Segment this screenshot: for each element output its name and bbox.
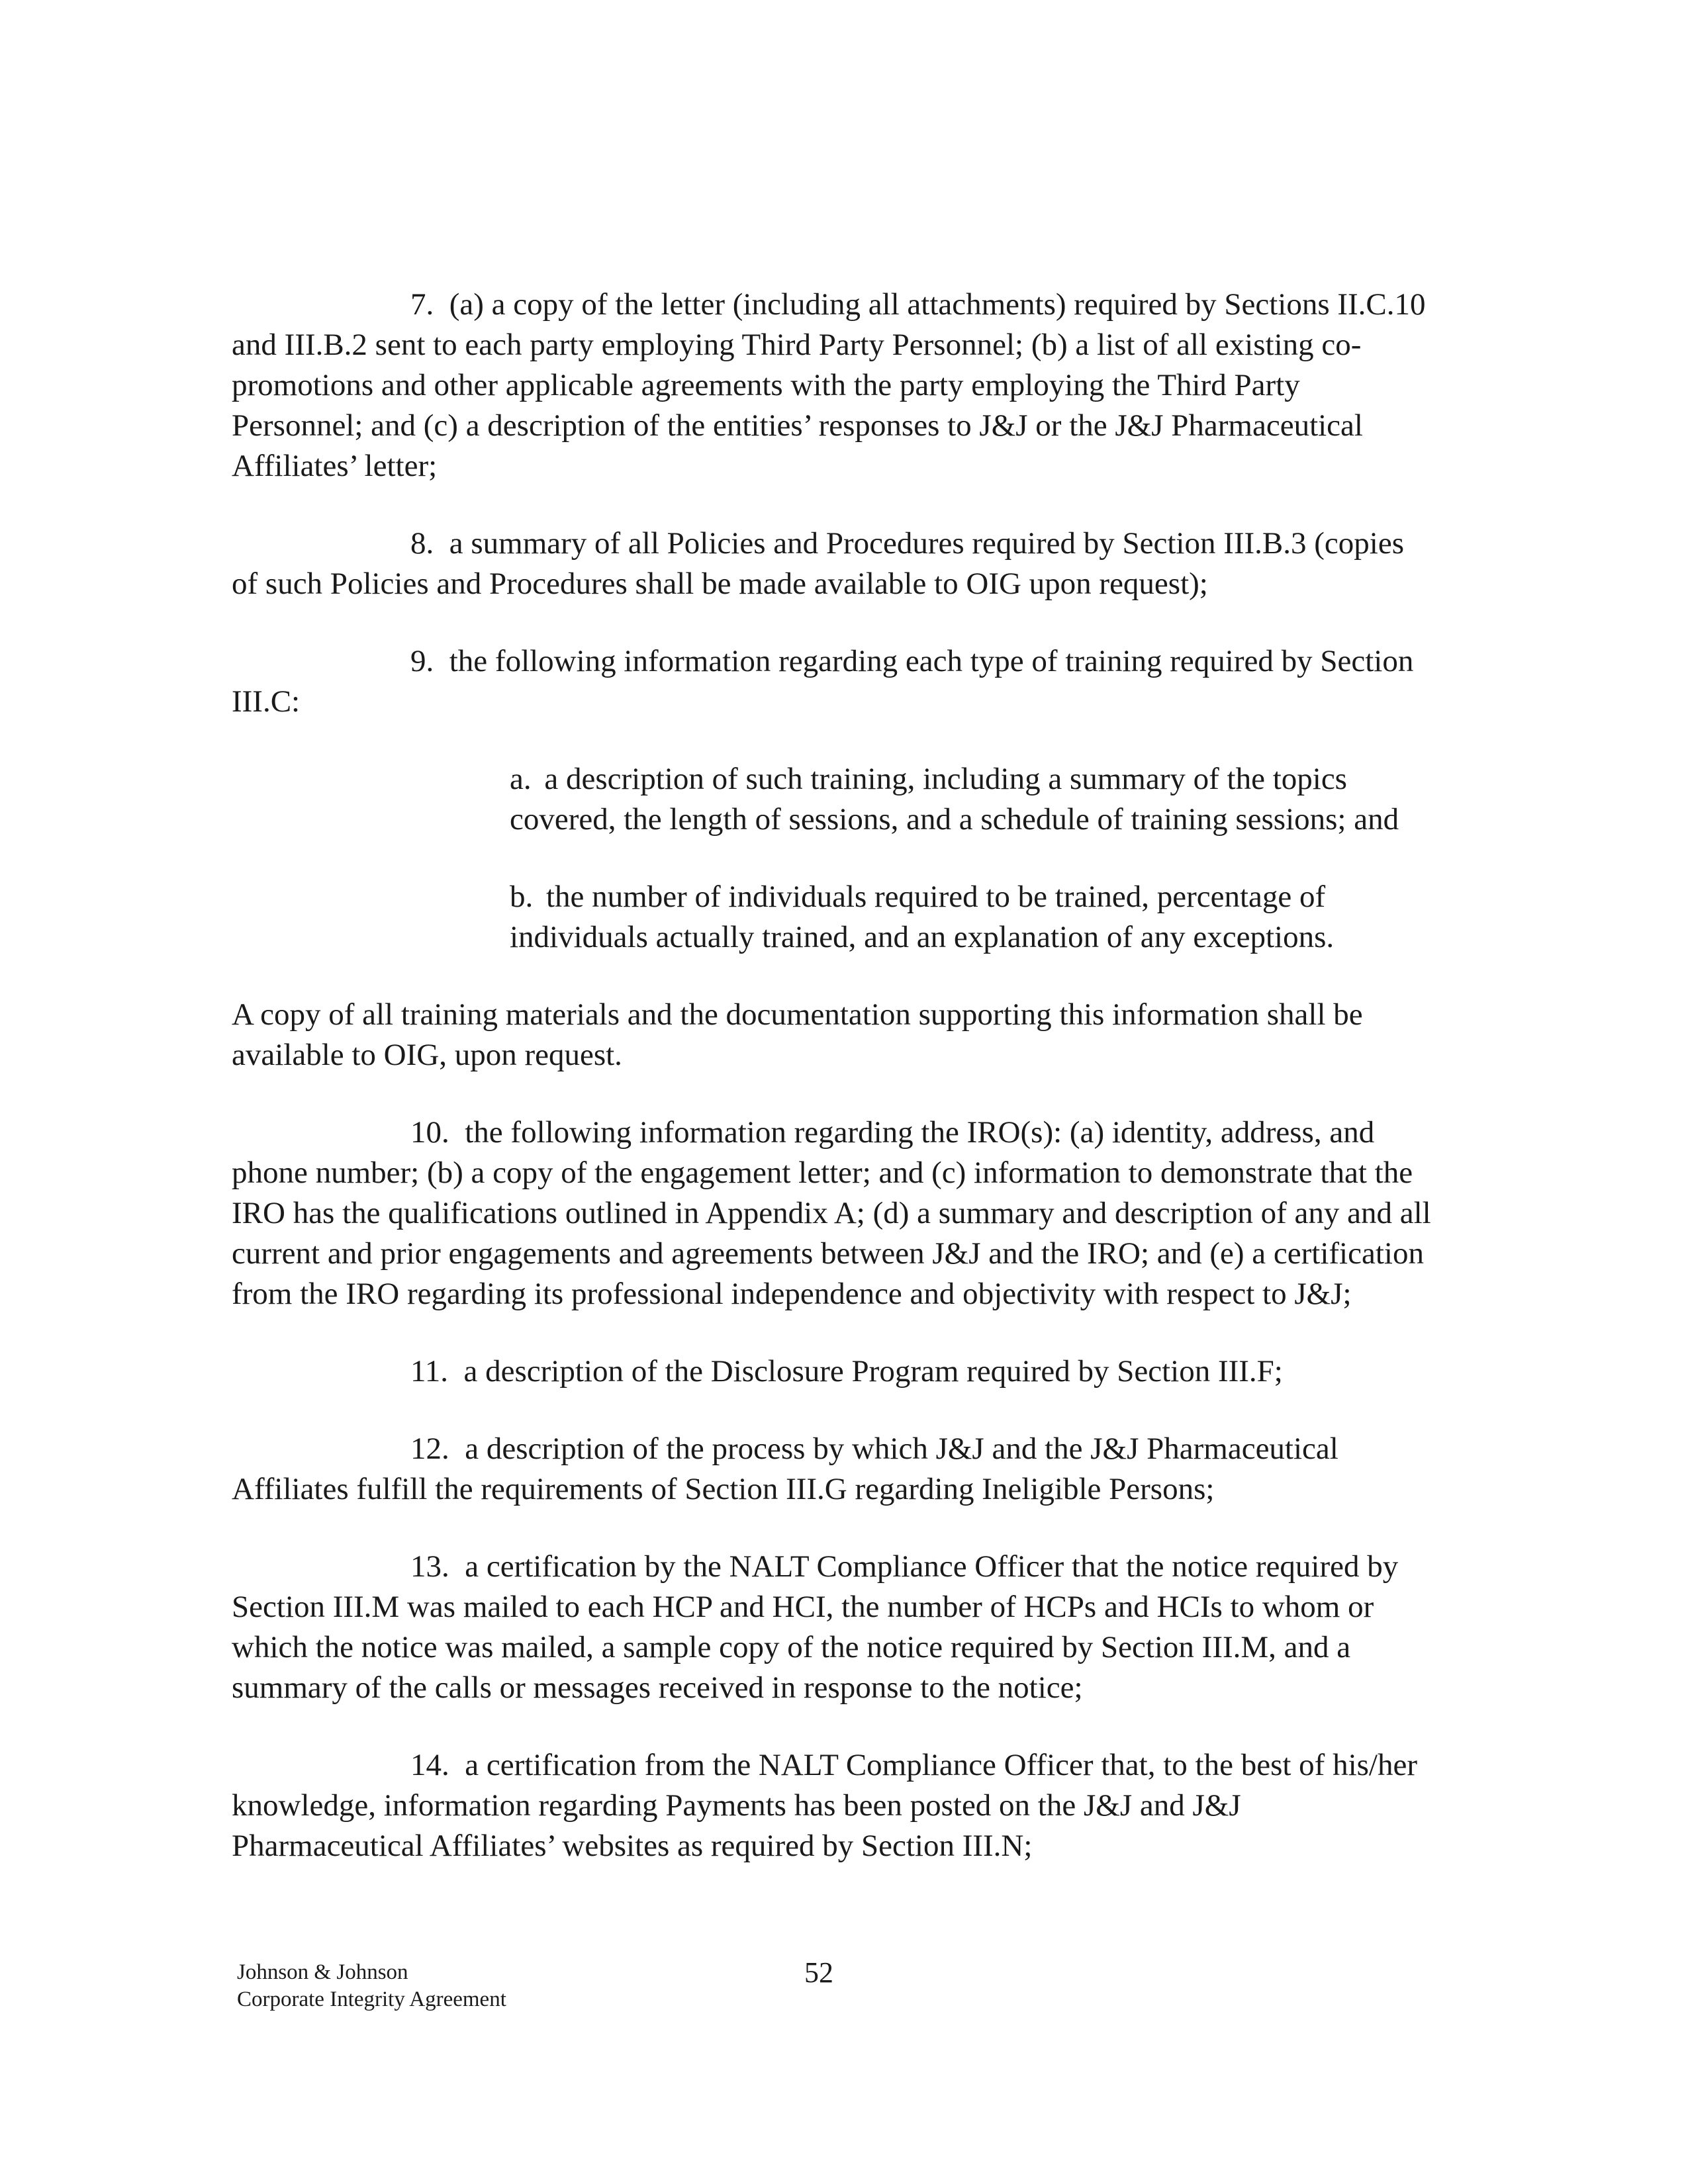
sub-item-a [510,759,1436,840]
item-text: a certification from the NALT Compliance Officer that, to the best of his/her knowledge, information regarding Payments has been posted on the J&J and J&J Pharmaceutical Affiliates’ websites as required by Section III.N; [232,1748,1417,1863]
item-text: a description of the Disclosure Program required by Section III.F; [463,1354,1283,1388]
list-item-9 [232,641,1436,722]
sub-item-text: a description of such training, including a summary of the topics covered, the length of sessions, and a schedule of training sessions; and [510,762,1399,837]
item-text: the following information regarding each type of training required by Section III.C: [232,644,1414,719]
sub-item-letter: a. [510,762,532,796]
item-number: 10. [410,1115,449,1150]
item-number: 13. [410,1549,449,1584]
list-item-8 [232,523,1436,604]
item-text: the following information regarding the IRO(s): (a) identity, address, and phone number; (b) a copy of the engagement letter; and (c) information to demonstrate that the IRO has the qualifications outlined in Appendix A; (d) a summary and description of any and all current and prior engagements and agreements between J&J and the IRO; and (e) a certification from the IRO regarding its professional independence and objectivity with respect to J&J; [232,1115,1431,1311]
footer-line-agreement: Corporate Integrity Agreement [237,1987,506,2011]
item-number: 8. [410,526,434,561]
item-number: 11. [410,1354,449,1388]
list-item-12 [232,1429,1436,1510]
document-body [232,285,1436,1903]
sub-item-b [510,877,1436,958]
item-text: a certification by the NALT Compliance Officer that the notice required by Section III.M was mailed to each HCP and HCI, the number of HCPs and HCIs to whom or which the notice was mailed, a sample copy of the notice required by Section III.M, and a summary of the calls or messages received in response to the notice; [232,1549,1399,1705]
list-item-13 [232,1547,1436,1708]
list-item-10 [232,1113,1436,1314]
item-number: 7. [410,287,434,322]
item-text: a summary of all Policies and Procedures required by Section III.B.3 (copies of such Policies and Procedures shall be made available to OIG upon request); [232,526,1404,601]
training-note: A copy of all training materials and the documentation supporting this information shall be available to OIG, upon request. [232,997,1363,1072]
sub-item-letter: b. [510,880,534,914]
list-item-7 [232,285,1436,486]
item-number: 14. [410,1748,449,1782]
list-item-11 [232,1351,1436,1392]
page-number: 52 [804,1956,833,1989]
list-item-14 [232,1745,1436,1866]
footer-line-company: Johnson & Johnson [237,1960,408,1984]
item-text: a description of the process by which J&J and the J&J Pharmaceutical Affiliates fulfill the requirements of Section III.G regarding Ineligible Persons; [232,1432,1338,1506]
item-number: 9. [410,644,434,678]
item-number: 12. [410,1432,449,1466]
item-text: (a) a copy of the letter (including all attachments) required by Sections II.C.10 and III.B.2 sent to each party employing Third Party Personnel; (b) a list of all existing co-promotions and other applicable agreements with the party employing the Third Party Personnel; and (c) a description of the entities’ responses to J&J or the J&J Pharmaceutical Affiliates’ letter; [232,287,1426,483]
sub-item-text: the number of individuals required to be trained, percentage of individuals actually trained, and an explanation of any exceptions. [510,880,1335,954]
footer-document-title [237,1959,506,2013]
